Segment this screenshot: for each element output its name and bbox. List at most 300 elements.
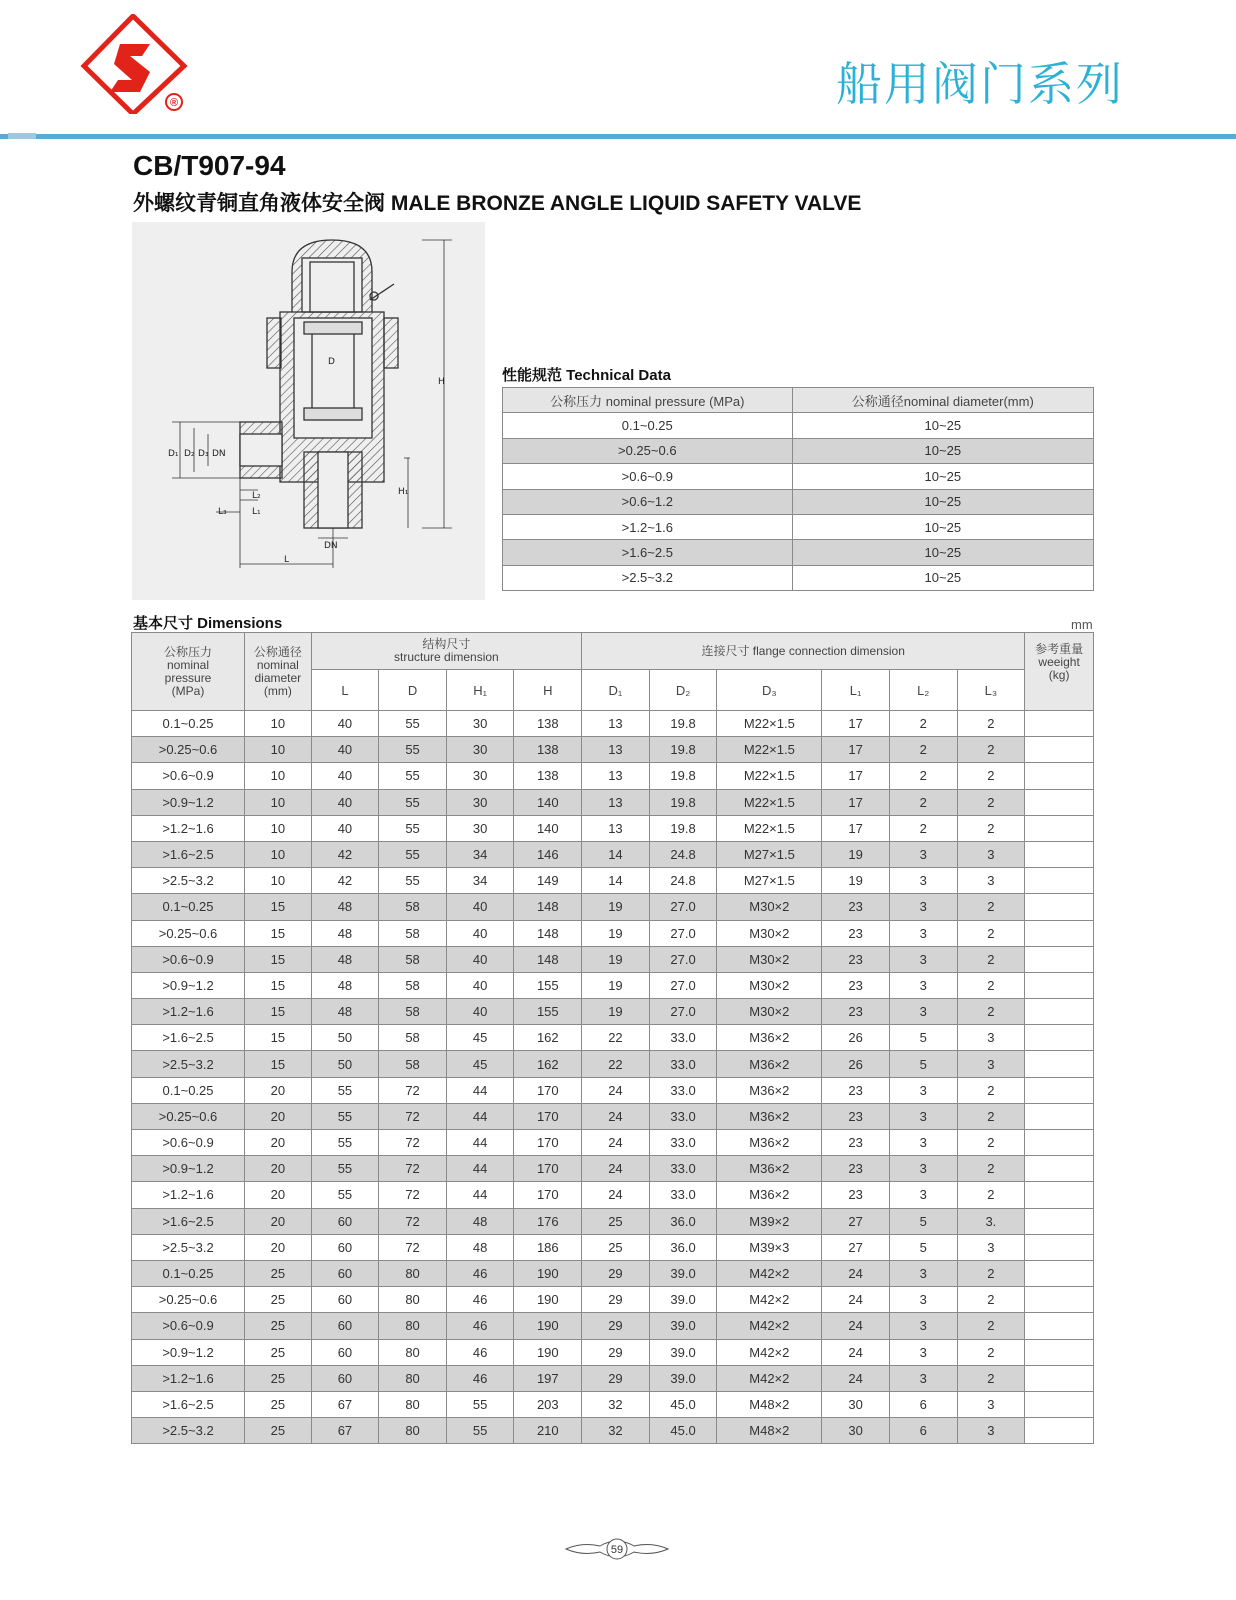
table-cell: 20: [245, 1130, 312, 1156]
table-cell: 3: [889, 1287, 957, 1313]
table-cell: 40: [446, 972, 514, 998]
table-cell: 33.0: [649, 1156, 717, 1182]
table-cell: M36×2: [717, 1025, 822, 1051]
weight-cell: [1025, 1365, 1094, 1391]
table-cell: 162: [514, 1025, 582, 1051]
table-cell: 0.1~0.25: [132, 1077, 245, 1103]
table-cell: 3: [957, 1025, 1025, 1051]
table-cell: 10~25: [792, 464, 1093, 489]
label-L2: L₂: [252, 491, 261, 501]
table-cell: 36.0: [649, 1234, 717, 1260]
weight-cell: [1025, 1025, 1094, 1051]
table-cell: 24: [822, 1339, 890, 1365]
table-cell: 40: [446, 999, 514, 1025]
table-cell: 23: [822, 1130, 890, 1156]
table-cell: >1.2~1.6: [503, 514, 793, 539]
table-cell: 14: [582, 841, 650, 867]
table-cell: >2.5~3.2: [132, 1418, 245, 1444]
table-cell: 48: [311, 972, 379, 998]
weight-cell: [1025, 1234, 1094, 1260]
table-cell: 55: [446, 1391, 514, 1417]
table-cell: 40: [311, 763, 379, 789]
table-cell: 3: [889, 972, 957, 998]
header-rule-accent: [8, 133, 36, 139]
subheader: D₃: [717, 670, 822, 711]
weight-cell: [1025, 1339, 1094, 1365]
table-cell: 17: [822, 763, 890, 789]
table-row: [132, 1260, 1094, 1286]
table-cell: 22: [582, 1051, 650, 1077]
table-cell: 40: [446, 946, 514, 972]
table-cell: 48: [311, 920, 379, 946]
table-cell: 190: [514, 1260, 582, 1286]
table-cell: 19.8: [649, 789, 717, 815]
table-cell: 55: [379, 815, 447, 841]
table-row: [132, 946, 1094, 972]
header-diameter: 公称通径 nominal diameter (mm): [245, 633, 312, 711]
table-cell: 80: [379, 1260, 447, 1286]
table-cell: 58: [379, 946, 447, 972]
table-cell: 29: [582, 1287, 650, 1313]
table-cell: 203: [514, 1391, 582, 1417]
table-row: [132, 868, 1094, 894]
table-cell: 190: [514, 1287, 582, 1313]
table-cell: 40: [311, 789, 379, 815]
table-cell: 3: [957, 1391, 1025, 1417]
table-cell: >1.2~1.6: [132, 999, 245, 1025]
table-cell: 155: [514, 999, 582, 1025]
table-cell: 170: [514, 1103, 582, 1129]
table-cell: M22×1.5: [717, 711, 822, 737]
table-cell: 44: [446, 1156, 514, 1182]
table-cell: 39.0: [649, 1287, 717, 1313]
table-cell: 24: [822, 1260, 890, 1286]
table-cell: 3: [889, 1130, 957, 1156]
table-cell: >0.6~1.2: [503, 489, 793, 514]
table-cell: 19: [582, 920, 650, 946]
table-cell: 32: [582, 1391, 650, 1417]
table-cell: 10: [245, 789, 312, 815]
table-cell: 176: [514, 1208, 582, 1234]
table-cell: 17: [822, 789, 890, 815]
table-cell: 39.0: [649, 1339, 717, 1365]
table-cell: 23: [822, 1077, 890, 1103]
subheader: D₂: [649, 670, 717, 711]
table-cell: 15: [245, 999, 312, 1025]
table-cell: 19: [822, 841, 890, 867]
table-row: [132, 1365, 1094, 1391]
table-cell: 190: [514, 1313, 582, 1339]
table-cell: 39.0: [649, 1365, 717, 1391]
table-cell: 2: [957, 999, 1025, 1025]
table-cell: 32: [582, 1418, 650, 1444]
series-title: 船用阀门系列: [836, 57, 1124, 111]
table-cell: >0.6~0.9: [132, 763, 245, 789]
table-cell: 25: [582, 1208, 650, 1234]
table-cell: 17: [822, 711, 890, 737]
table-cell: 2: [957, 711, 1025, 737]
table-cell: 80: [379, 1287, 447, 1313]
table-cell: M39×2: [717, 1208, 822, 1234]
table-cell: 3: [889, 894, 957, 920]
table-row: [132, 1025, 1094, 1051]
weight-cell: [1025, 711, 1094, 737]
table-cell: 13: [582, 763, 650, 789]
table-cell: 2: [957, 1365, 1025, 1391]
table-cell: 19: [582, 972, 650, 998]
table-cell: 10: [245, 815, 312, 841]
weight-cell: [1025, 1077, 1094, 1103]
table-cell: 24: [582, 1156, 650, 1182]
weight-cell: [1025, 1313, 1094, 1339]
table-cell: 23: [822, 1182, 890, 1208]
table-row: [132, 1182, 1094, 1208]
table-cell: 45: [446, 1025, 514, 1051]
table-cell: 190: [514, 1339, 582, 1365]
table-cell: 3: [889, 868, 957, 894]
table-cell: >1.2~1.6: [132, 1182, 245, 1208]
table-cell: 23: [822, 972, 890, 998]
table-cell: M42×2: [717, 1365, 822, 1391]
table-cell: 33.0: [649, 1077, 717, 1103]
table-cell: 72: [379, 1077, 447, 1103]
weight-cell: [1025, 868, 1094, 894]
column-header: 公称通径nominal diameter(mm): [792, 388, 1093, 413]
table-cell: 24: [582, 1130, 650, 1156]
table-cell: >0.25~0.6: [132, 920, 245, 946]
table-cell: 19.8: [649, 763, 717, 789]
table-cell: 34: [446, 841, 514, 867]
table-cell: 23: [822, 894, 890, 920]
technical-data-heading: 性能规范 Technical Data: [502, 367, 671, 384]
table-cell: 2: [957, 1313, 1025, 1339]
table-cell: 24: [582, 1103, 650, 1129]
table-row: [132, 920, 1094, 946]
registered-mark: ®: [169, 97, 179, 109]
table-cell: 27: [822, 1234, 890, 1260]
table-cell: 2: [889, 789, 957, 815]
table-row: [132, 737, 1094, 763]
table-cell: 48: [446, 1208, 514, 1234]
table-cell: 2: [957, 789, 1025, 815]
table-cell: M48×2: [717, 1418, 822, 1444]
label-D2: D₂: [184, 449, 195, 459]
table-cell: 210: [514, 1418, 582, 1444]
table-cell: M30×2: [717, 999, 822, 1025]
weight-cell: [1025, 1260, 1094, 1286]
table-cell: 23: [822, 920, 890, 946]
dimensions-heading: 基本尺寸 Dimensions: [133, 615, 283, 632]
table-cell: 29: [582, 1339, 650, 1365]
table-cell: 27: [822, 1208, 890, 1234]
table-cell: 80: [379, 1418, 447, 1444]
label-L: L: [284, 555, 290, 565]
table-cell: 24.8: [649, 868, 717, 894]
table-cell: 58: [379, 894, 447, 920]
table-cell: 3: [889, 1103, 957, 1129]
table-cell: 170: [514, 1077, 582, 1103]
table-cell: 2: [957, 1077, 1025, 1103]
column-header: 公称压力 nominal pressure (MPa): [503, 388, 793, 413]
table-row: [132, 841, 1094, 867]
table-cell: 33.0: [649, 1025, 717, 1051]
label-D: D: [328, 357, 335, 367]
table-cell: >1.6~2.5: [132, 1391, 245, 1417]
technical-data-row: [503, 540, 1094, 565]
table-cell: 40: [446, 894, 514, 920]
table-cell: >1.6~2.5: [132, 841, 245, 867]
weight-cell: [1025, 972, 1094, 998]
table-cell: 20: [245, 1103, 312, 1129]
table-cell: 148: [514, 894, 582, 920]
table-cell: 5: [889, 1025, 957, 1051]
table-cell: M42×2: [717, 1287, 822, 1313]
table-row: [132, 972, 1094, 998]
table-cell: 13: [582, 711, 650, 737]
table-cell: 46: [446, 1313, 514, 1339]
table-row: [132, 1156, 1094, 1182]
table-cell: 138: [514, 737, 582, 763]
table-cell: 50: [311, 1025, 379, 1051]
table-cell: 24: [582, 1077, 650, 1103]
table-cell: 72: [379, 1208, 447, 1234]
label-L1: L₁: [252, 507, 261, 517]
table-cell: 30: [446, 763, 514, 789]
table-cell: 33.0: [649, 1103, 717, 1129]
label-D3: D₃: [198, 449, 209, 459]
table-cell: 30: [446, 711, 514, 737]
table-cell: M42×2: [717, 1339, 822, 1365]
table-cell: 3: [957, 1418, 1025, 1444]
table-cell: 55: [311, 1077, 379, 1103]
table-cell: 3: [889, 946, 957, 972]
table-cell: 25: [245, 1365, 312, 1391]
table-cell: 17: [822, 815, 890, 841]
table-cell: 60: [311, 1208, 379, 1234]
table-cell: 2: [957, 1287, 1025, 1313]
table-cell: 138: [514, 711, 582, 737]
table-cell: 23: [822, 999, 890, 1025]
table-cell: >0.9~1.2: [132, 789, 245, 815]
table-row: [132, 1077, 1094, 1103]
table-cell: 40: [446, 920, 514, 946]
table-cell: M22×1.5: [717, 737, 822, 763]
table-cell: >2.5~3.2: [132, 1234, 245, 1260]
table-cell: 10~25: [792, 514, 1093, 539]
table-cell: >0.25~0.6: [132, 1287, 245, 1313]
table-cell: M36×2: [717, 1051, 822, 1077]
table-cell: 45.0: [649, 1418, 717, 1444]
table-cell: 44: [446, 1103, 514, 1129]
table-cell: 19.8: [649, 711, 717, 737]
table-cell: 30: [822, 1391, 890, 1417]
table-cell: 170: [514, 1130, 582, 1156]
technical-data-row: [503, 489, 1094, 514]
label-D1: D₁: [168, 449, 179, 459]
weight-cell: [1025, 920, 1094, 946]
table-cell: M48×2: [717, 1391, 822, 1417]
table-cell: 60: [311, 1313, 379, 1339]
table-cell: 10~25: [792, 413, 1093, 438]
table-cell: 20: [245, 1182, 312, 1208]
weight-cell: [1025, 946, 1094, 972]
table-cell: 15: [245, 894, 312, 920]
subheader: L₁: [822, 670, 890, 711]
table-row: [132, 1234, 1094, 1260]
weight-cell: [1025, 894, 1094, 920]
table-cell: M36×2: [717, 1182, 822, 1208]
standard-code: CB/T907-94: [133, 150, 286, 181]
table-cell: 10: [245, 868, 312, 894]
weight-cell: [1025, 1051, 1094, 1077]
table-row: [132, 1051, 1094, 1077]
table-row: [132, 1339, 1094, 1365]
table-row: [132, 763, 1094, 789]
table-row: [132, 1391, 1094, 1417]
table-cell: 33.0: [649, 1130, 717, 1156]
table-cell: 34: [446, 868, 514, 894]
label-H1: H₁: [398, 487, 409, 497]
table-cell: >0.25~0.6: [503, 438, 793, 463]
table-cell: >0.6~0.9: [132, 1130, 245, 1156]
table-cell: 2: [957, 815, 1025, 841]
label-L3: L₃: [218, 507, 227, 517]
subheader: L₃: [957, 670, 1025, 711]
table-cell: 46: [446, 1365, 514, 1391]
table-cell: >1.6~2.5: [132, 1208, 245, 1234]
table-cell: 60: [311, 1287, 379, 1313]
table-cell: 26: [822, 1025, 890, 1051]
table-cell: 25: [245, 1287, 312, 1313]
table-cell: 2: [957, 1156, 1025, 1182]
table-cell: 60: [311, 1260, 379, 1286]
table-cell: 67: [311, 1391, 379, 1417]
table-cell: 58: [379, 999, 447, 1025]
weight-cell: [1025, 737, 1094, 763]
table-cell: M30×2: [717, 946, 822, 972]
weight-cell: [1025, 763, 1094, 789]
table-cell: >0.25~0.6: [132, 737, 245, 763]
weight-cell: [1025, 815, 1094, 841]
table-cell: 197: [514, 1365, 582, 1391]
table-cell: 55: [379, 763, 447, 789]
weight-cell: [1025, 789, 1094, 815]
table-cell: 27.0: [649, 894, 717, 920]
table-cell: M42×2: [717, 1260, 822, 1286]
table-cell: 48: [311, 894, 379, 920]
table-cell: 13: [582, 789, 650, 815]
table-cell: 39.0: [649, 1260, 717, 1286]
table-cell: >0.9~1.2: [132, 972, 245, 998]
table-cell: 170: [514, 1182, 582, 1208]
table-cell: 0.1~0.25: [132, 711, 245, 737]
table-cell: 55: [379, 711, 447, 737]
table-cell: M27×1.5: [717, 868, 822, 894]
table-cell: M27×1.5: [717, 841, 822, 867]
table-cell: >2.5~3.2: [503, 565, 793, 590]
table-cell: 2: [957, 894, 1025, 920]
header-weight: 参考重量 weeight (kg): [1025, 633, 1094, 711]
table-cell: 2: [889, 711, 957, 737]
table-cell: M30×2: [717, 972, 822, 998]
table-cell: 3: [889, 1260, 957, 1286]
table-cell: 55: [311, 1182, 379, 1208]
table-cell: 80: [379, 1365, 447, 1391]
table-cell: 2: [889, 763, 957, 789]
table-cell: 3: [889, 1365, 957, 1391]
table-cell: 0.1~0.25: [132, 1260, 245, 1286]
table-cell: 58: [379, 1025, 447, 1051]
technical-data-row: [503, 464, 1094, 489]
table-cell: 170: [514, 1156, 582, 1182]
table-cell: 2: [957, 1130, 1025, 1156]
table-cell: 10~25: [792, 438, 1093, 463]
table-cell: 149: [514, 868, 582, 894]
table-cell: 148: [514, 920, 582, 946]
table-cell: 22: [582, 1025, 650, 1051]
table-cell: 25: [245, 1260, 312, 1286]
table-cell: 10: [245, 763, 312, 789]
table-cell: 33.0: [649, 1182, 717, 1208]
table-cell: 19.8: [649, 815, 717, 841]
weight-cell: [1025, 1103, 1094, 1129]
table-cell: 10~25: [792, 565, 1093, 590]
table-cell: 29: [582, 1313, 650, 1339]
table-cell: 30: [822, 1418, 890, 1444]
table-cell: M36×2: [717, 1103, 822, 1129]
table-cell: 55: [311, 1156, 379, 1182]
table-cell: >0.6~0.9: [132, 946, 245, 972]
table-cell: 5: [889, 1208, 957, 1234]
table-cell: >0.6~0.9: [503, 464, 793, 489]
table-cell: 25: [582, 1234, 650, 1260]
table-cell: 3: [889, 1313, 957, 1339]
table-cell: 40: [311, 711, 379, 737]
table-cell: 44: [446, 1130, 514, 1156]
table-cell: M22×1.5: [717, 815, 822, 841]
table-cell: 2: [957, 1339, 1025, 1365]
table-cell: 27.0: [649, 972, 717, 998]
table-cell: 20: [245, 1156, 312, 1182]
table-cell: >2.5~3.2: [132, 868, 245, 894]
table-cell: 60: [311, 1234, 379, 1260]
weight-cell: [1025, 1182, 1094, 1208]
table-cell: 24.8: [649, 841, 717, 867]
dimensions-table: [131, 632, 1094, 1444]
table-cell: 55: [379, 789, 447, 815]
table-cell: 2: [957, 946, 1025, 972]
table-cell: 13: [582, 737, 650, 763]
table-cell: M36×2: [717, 1130, 822, 1156]
table-row: [132, 1208, 1094, 1234]
table-cell: 15: [245, 972, 312, 998]
table-cell: 10: [245, 711, 312, 737]
table-cell: 48: [446, 1234, 514, 1260]
table-cell: M42×2: [717, 1313, 822, 1339]
table-cell: >0.9~1.2: [132, 1156, 245, 1182]
table-cell: 48: [311, 999, 379, 1025]
table-cell: 30: [446, 789, 514, 815]
table-cell: >0.25~0.6: [132, 1103, 245, 1129]
table-row: [132, 1313, 1094, 1339]
table-cell: 2: [957, 1260, 1025, 1286]
table-cell: 3: [889, 1077, 957, 1103]
technical-data-row: [503, 514, 1094, 539]
unit-label: mm: [1071, 617, 1093, 632]
table-cell: 15: [245, 946, 312, 972]
header-rule: [0, 134, 1236, 139]
table-cell: 25: [245, 1391, 312, 1417]
